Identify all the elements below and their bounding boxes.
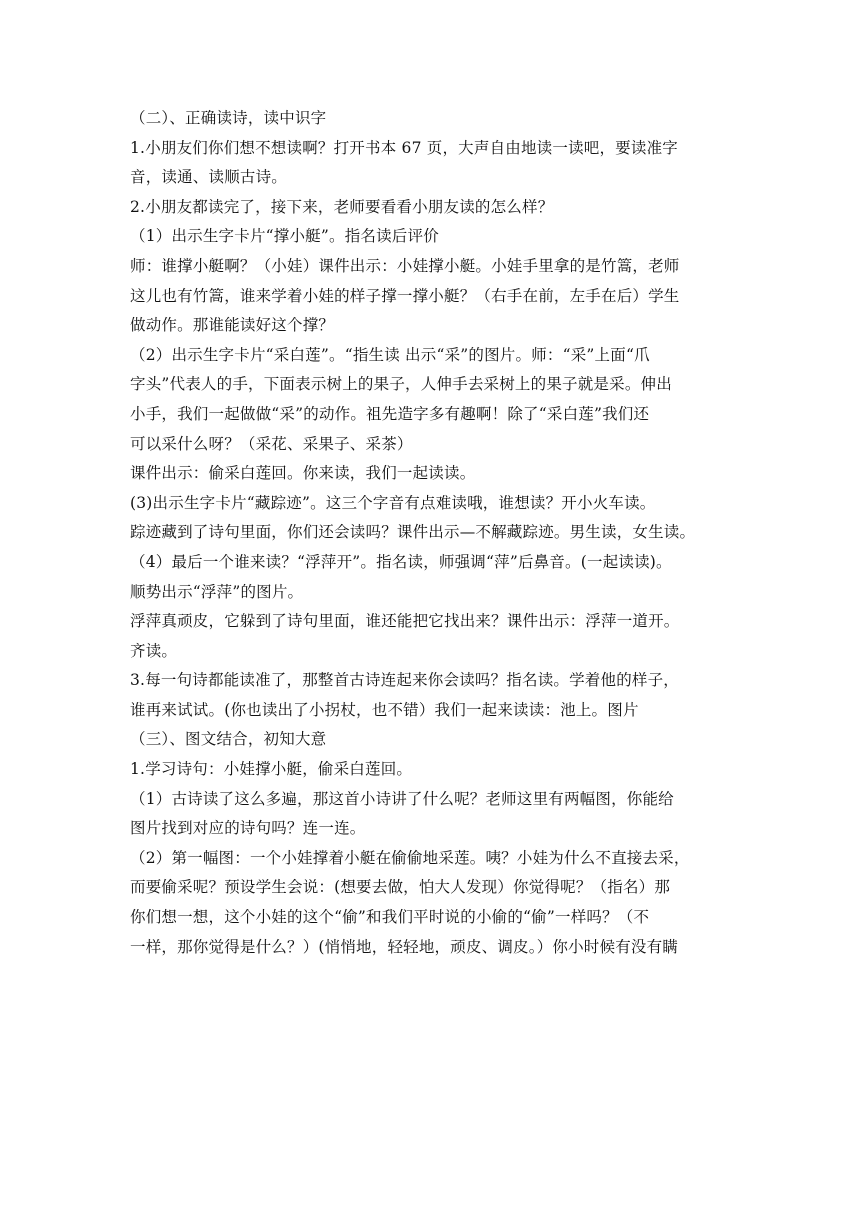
paragraph-line: 1.小朋友们你们想不想读啊？打开书本 67 页，大声自由地读一读吧，要读准字 xyxy=(130,138,678,157)
paragraph-line: 音，读通、读顺古诗。 xyxy=(130,168,288,187)
section-heading-3: （三）、图文结合，初知大意 xyxy=(130,730,327,749)
document-body xyxy=(130,104,740,962)
paragraph-line: 小手，我们一起做做“采”的动作。祖先造字多有趣啊！除了“采白莲”我们还 xyxy=(130,404,650,423)
paragraph-line: 课件出示：偷采白莲回。你来读，我们一起读读。 xyxy=(130,464,476,483)
paragraph-line: 一样，那你觉得是什么？）(悄悄地，轻轻地，顽皮、调皮。）你小时候有没有瞒 xyxy=(130,937,678,956)
paragraph-line: （1）古诗读了这么多遍，那这首小诗讲了什么呢？老师这里有两幅图，你能给 xyxy=(130,789,674,808)
section-heading-2: （二）、正确读诗，读中识字 xyxy=(130,109,327,127)
paragraph-line: 可以采什么呀？（采花、采果子、采茶） xyxy=(130,434,413,453)
paragraph-line: （1）出示生字卡片“撑小艇”。指名读后评价 xyxy=(130,227,439,246)
paragraph-line: (3)出示生字卡片“藏踪迹”。这三个字音有点难读哦，谁想读？开小火车读。 xyxy=(130,493,656,512)
paragraph-line: （4）最后一个谁来读？“浮萍开”。指名读，师强调“萍”后鼻音。(一起读读)。 xyxy=(130,552,672,571)
paragraph-line: 谁再来试试。(你也读出了小拐杖，也不错）我们一起来读读：池上。图片 xyxy=(130,700,639,719)
paragraph-line: 踪迹藏到了诗句里面，你们还会读吗？课件出示—不解藏踪迹。男生读，女生读。 xyxy=(130,523,696,542)
paragraph-line: （2）出示生字卡片“采白莲”。“指生读 出示“采”的图片。师：“采”上面“爪 xyxy=(130,345,650,364)
paragraph-line: 而要偷采呢？预设学生会说：(想要去做，怕大人发现）你觉得呢？（指名）那 xyxy=(130,878,671,897)
paragraph-line: 齐读。 xyxy=(130,641,178,660)
paragraph-line: 字头”代表人的手，下面表示树上的果子，人伸手去采树上的果子就是采。伸出 xyxy=(130,375,672,394)
paragraph-line: 2.小朋友都读完了，接下来，老师要看看小朋友读的怎么样？ xyxy=(130,197,554,216)
paragraph-line: 你们想一想，这个小娃的这个“偷”和我们平时说的小偷的“偷”一样吗？（不 xyxy=(130,908,650,927)
paragraph-line: 这儿也有竹篙，谁来学着小娃的样子撑一撑小艇？（右手在前，左手在后）学生 xyxy=(130,286,680,305)
paragraph-line: 浮萍真顽皮，它躲到了诗句里面，谁还能把它找出来？课件出示：浮萍一道开。 xyxy=(130,612,680,631)
paragraph-line: 顺势出示“浮萍”的图片。 xyxy=(130,582,304,601)
paragraph-line: （2）第一幅图：一个小娃撑着小艇在偷偷地采莲。咦？小娃为什么不直接去采， xyxy=(130,848,690,867)
paragraph-line: 3.每一句诗都能读准了，那整首古诗连起来你会读吗？指名读。学着他的样子， xyxy=(130,671,679,690)
paragraph-line: 做动作。那谁能读好这个撑？ xyxy=(130,316,335,335)
paragraph-line: 图片找到对应的诗句吗？连一连。 xyxy=(130,819,366,838)
paragraph-line: 师：谁撑小艇啊？（小娃）课件出示：小娃撑小艇。小娃手里拿的是竹篙，老师 xyxy=(130,256,680,275)
paragraph-line: 1.学习诗句：小娃撑小艇，偷采白莲回。 xyxy=(130,760,413,779)
